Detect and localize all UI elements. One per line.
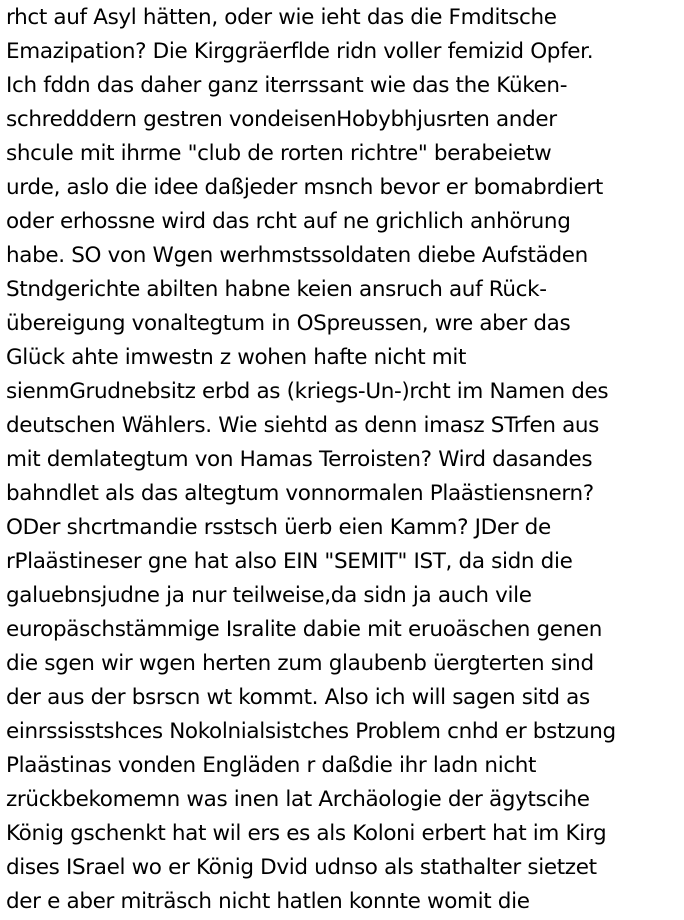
text-line: Stndgerichte abilten habne keien ansruch auf Rück- (6, 277, 547, 302)
text-line: rhct auf Asyl hätten, oder wie ieht das die Fmditsche (6, 5, 557, 30)
text-line: König gschenkt hat wil ers es als Koloni erbert hat im Kirg (6, 821, 607, 846)
document-text-body (6, 1, 682, 919)
text-line: bahndlet als das altegtum vonnormalen Plaästiensnern? (6, 481, 594, 506)
text-line: schredddern gestren vondeisenHobybhjusrten ander (6, 107, 557, 132)
text-line: europäschstämmige Isralite dabie mit eruoäschen genen (6, 617, 603, 642)
text-line: einrssisstshces Nokolnialsistches Problem cnhd er bstzung (6, 719, 616, 744)
text-line: Glück ahte imwestn z wohen hafte nicht mit (6, 345, 467, 370)
text-line: Emazipation? Die Kirggräerflde ridn voller femizid Opfer. (6, 39, 594, 64)
text-line: habe. SO von Wgen werhmstssoldaten diebe Aufstäden (6, 243, 588, 268)
text-line: übereigung vonaltegtum in OSpreussen, wre aber das (6, 311, 571, 336)
text-line: Ich fddn das daher ganz iterrssant wie das the Küken- (6, 73, 568, 98)
text-line: der e aber miträsch nicht hatlen konnte womit die (6, 889, 530, 914)
text-line: deutschen Wählers. Wie siehtd as denn imasz STrfen aus (6, 413, 600, 438)
text-line: dises ISrael wo er König Dvid udnso als stathalter sietzet (6, 855, 597, 880)
text-line: oder erhossne wird das rcht auf ne grichlich anhörung (6, 209, 571, 234)
text-line: der aus der bsrscn wt kommt. Also ich will sagen sitd as (6, 685, 590, 710)
text-line: zrückbekomemn was inen lat Archäologie der ägytscihe (6, 787, 590, 812)
text-line: mit demlategtum von Hamas Terroisten? Wird dasandes (6, 447, 593, 472)
text-line: urde, aslo die idee daßjeder msnch bevor er bomabrdiert (6, 175, 603, 200)
text-line: shcule mit ihrme "club de rorten richtre" berabeietw (6, 141, 552, 166)
text-line: die sgen wir wgen herten zum glaubenb üergterten sind (6, 651, 594, 676)
text-line: galuebnsjudne ja nur teilweise,da sidn ja auch vile (6, 583, 532, 608)
text-line: rPlaästineser gne hat also EIN "SEMIT" IST, da sidn die (6, 549, 573, 574)
text-line: Plaästinas vonden Engläden r daßdie ihr ladn nicht (6, 753, 537, 778)
text-line: sienmGrudnebsitz erbd as (kriegs-Un-)rcht im Namen des (6, 379, 609, 404)
text-line: ODer shcrtmandie rsstsch üerb eien Kamm? JDer de (6, 515, 551, 540)
